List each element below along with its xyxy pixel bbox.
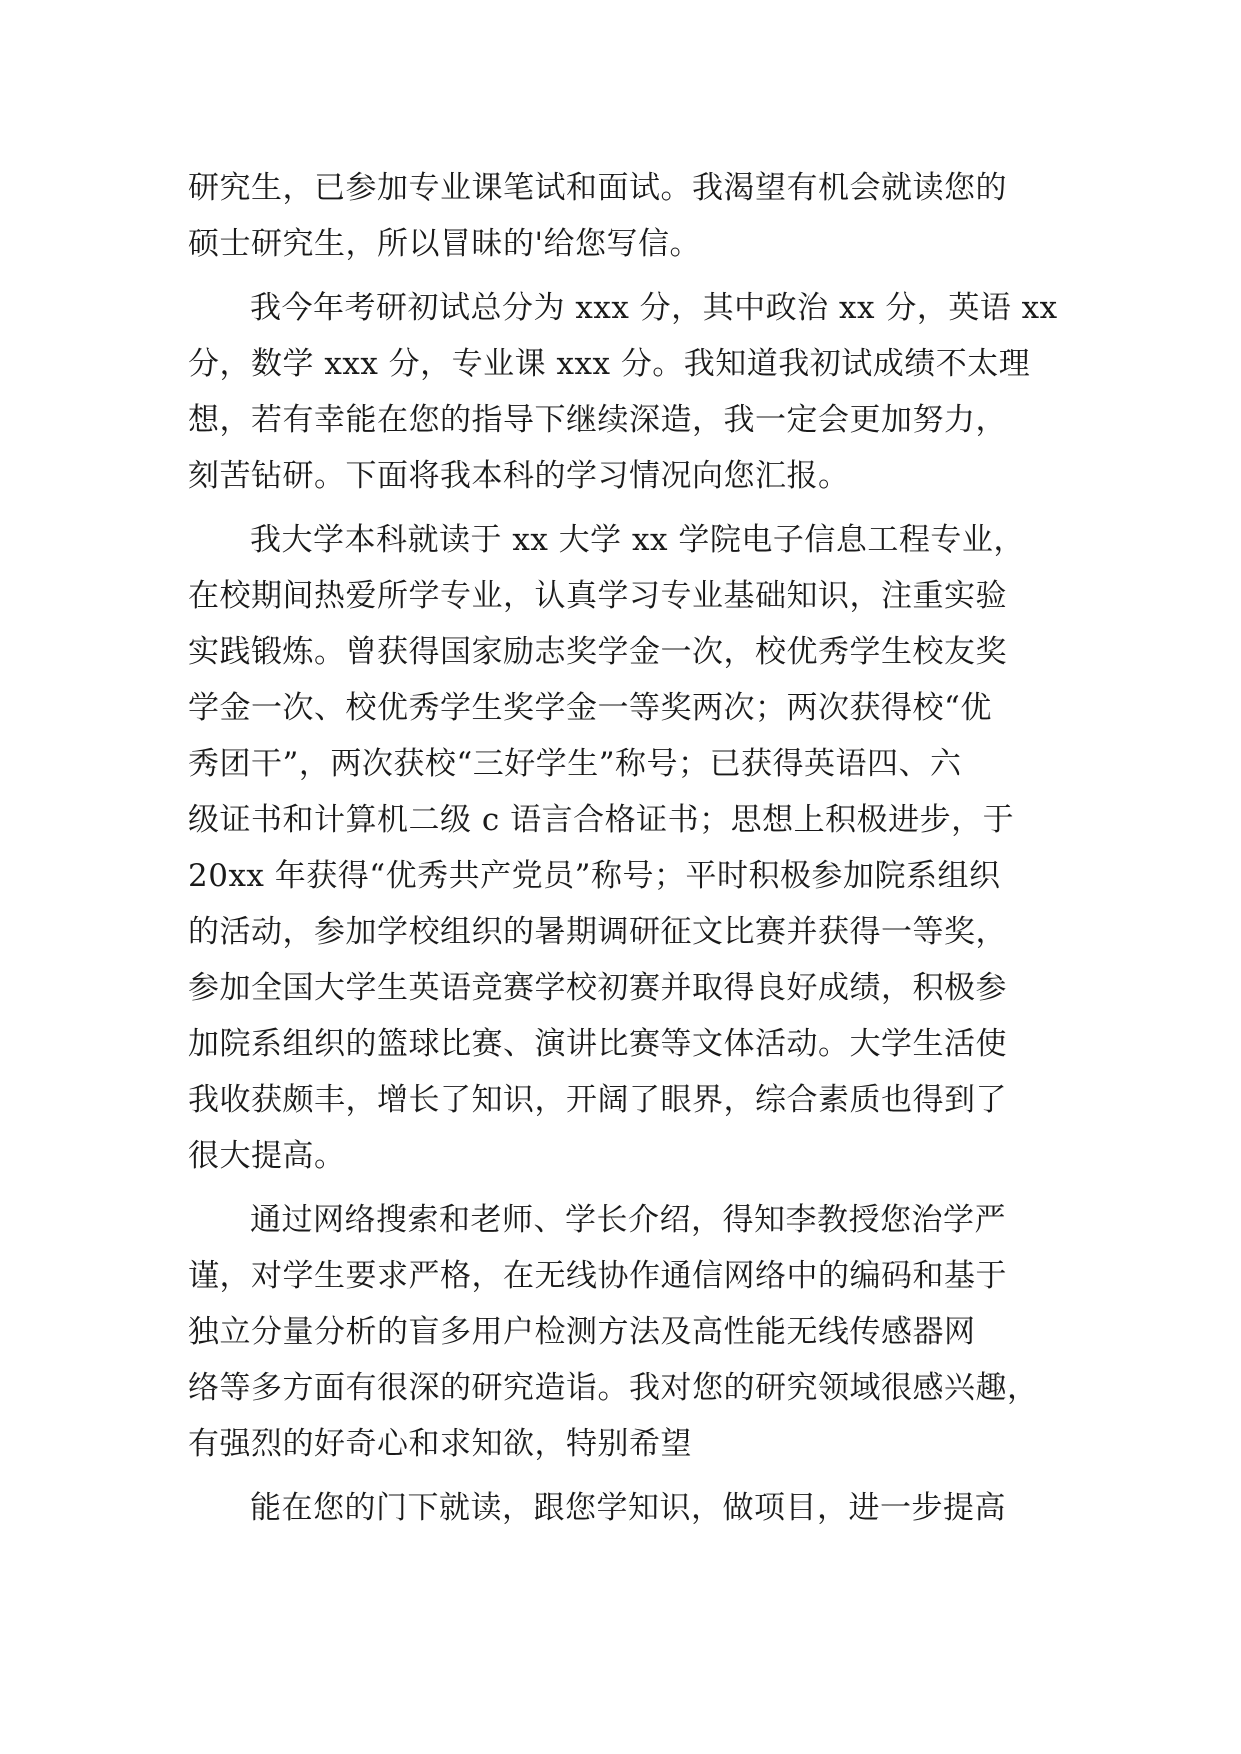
- text-line: 实践锻炼。曾获得国家励志奖学金一次，校优秀学生校友奖: [188, 634, 1007, 670]
- paragraph-3: [188, 512, 1058, 1184]
- text-line: 分，数学 xxx 分，专业课 xxx 分。我知道我初试成绩不太理: [188, 346, 1031, 382]
- text-line: 刻苦钻研。下面将我本科的学习情况向您汇报。: [188, 458, 850, 494]
- paragraph-4: [188, 1192, 1058, 1472]
- text-line: 秀团干”，两次获校“三好学生”称号；已获得英语四、六: [188, 746, 962, 782]
- text-line: 硕士研究生，所以冒昧的'给您写信。: [188, 226, 702, 262]
- text-line: 络等多方面有很深的研究造诣。我对您的研究领域很感兴趣，: [188, 1370, 1039, 1406]
- text-line: 谨，对学生要求严格，在无线协作通信网络中的编码和基于: [188, 1258, 1007, 1294]
- text-line: 的活动，参加学校组织的暑期调研征文比赛并获得一等奖，: [188, 914, 1007, 950]
- text-line: 我大学本科就读于 xx 大学 xx 学院电子信息工程专业，: [250, 522, 1025, 558]
- text-line: 加院系组织的篮球比赛、演讲比赛等文体活动。大学生活使: [188, 1026, 1007, 1062]
- text-line: 研究生，已参加专业课笔试和面试。我渴望有机会就读您的: [188, 170, 1007, 206]
- text-line: 我收获颇丰，增长了知识，开阔了眼界，综合素质也得到了: [188, 1082, 1007, 1118]
- text-line: 我今年考研初试总分为 xxx 分，其中政治 xx 分，英语 xx: [250, 290, 1058, 326]
- text-line: 想，若有幸能在您的指导下继续深造，我一定会更加努力，: [188, 402, 1007, 438]
- paragraph-5: [188, 1480, 1058, 1536]
- text-line: 在校期间热爱所学专业，认真学习专业基础知识，注重实验: [188, 578, 1007, 614]
- document-body: [188, 160, 1058, 1536]
- paragraph-1: [188, 160, 1058, 272]
- text-line: 能在您的门下就读，跟您学知识，做项目，进一步提高: [250, 1490, 1006, 1526]
- text-line: 参加全国大学生英语竞赛学校初赛并取得良好成绩，积极参: [188, 970, 1007, 1006]
- paragraph-2: [188, 280, 1058, 504]
- text-line: 有强烈的好奇心和求知欲，特别希望: [188, 1426, 692, 1462]
- text-line: 通过网络搜索和老师、学长介绍，得知李教授您治学严: [250, 1202, 1006, 1238]
- text-line: 20xx 年获得“优秀共产党员”称号；平时积极参加院系组织: [188, 858, 1001, 894]
- text-line: 学金一次、校优秀学生奖学金一等奖两次；两次获得校“优: [188, 690, 992, 726]
- text-line: 很大提高。: [188, 1138, 346, 1174]
- text-line: 级证书和计算机二级 c 语言合格证书；思想上积极进步，于: [188, 802, 1015, 838]
- text-line: 独立分量分析的盲多用户检测方法及高性能无线传感器网: [188, 1314, 976, 1350]
